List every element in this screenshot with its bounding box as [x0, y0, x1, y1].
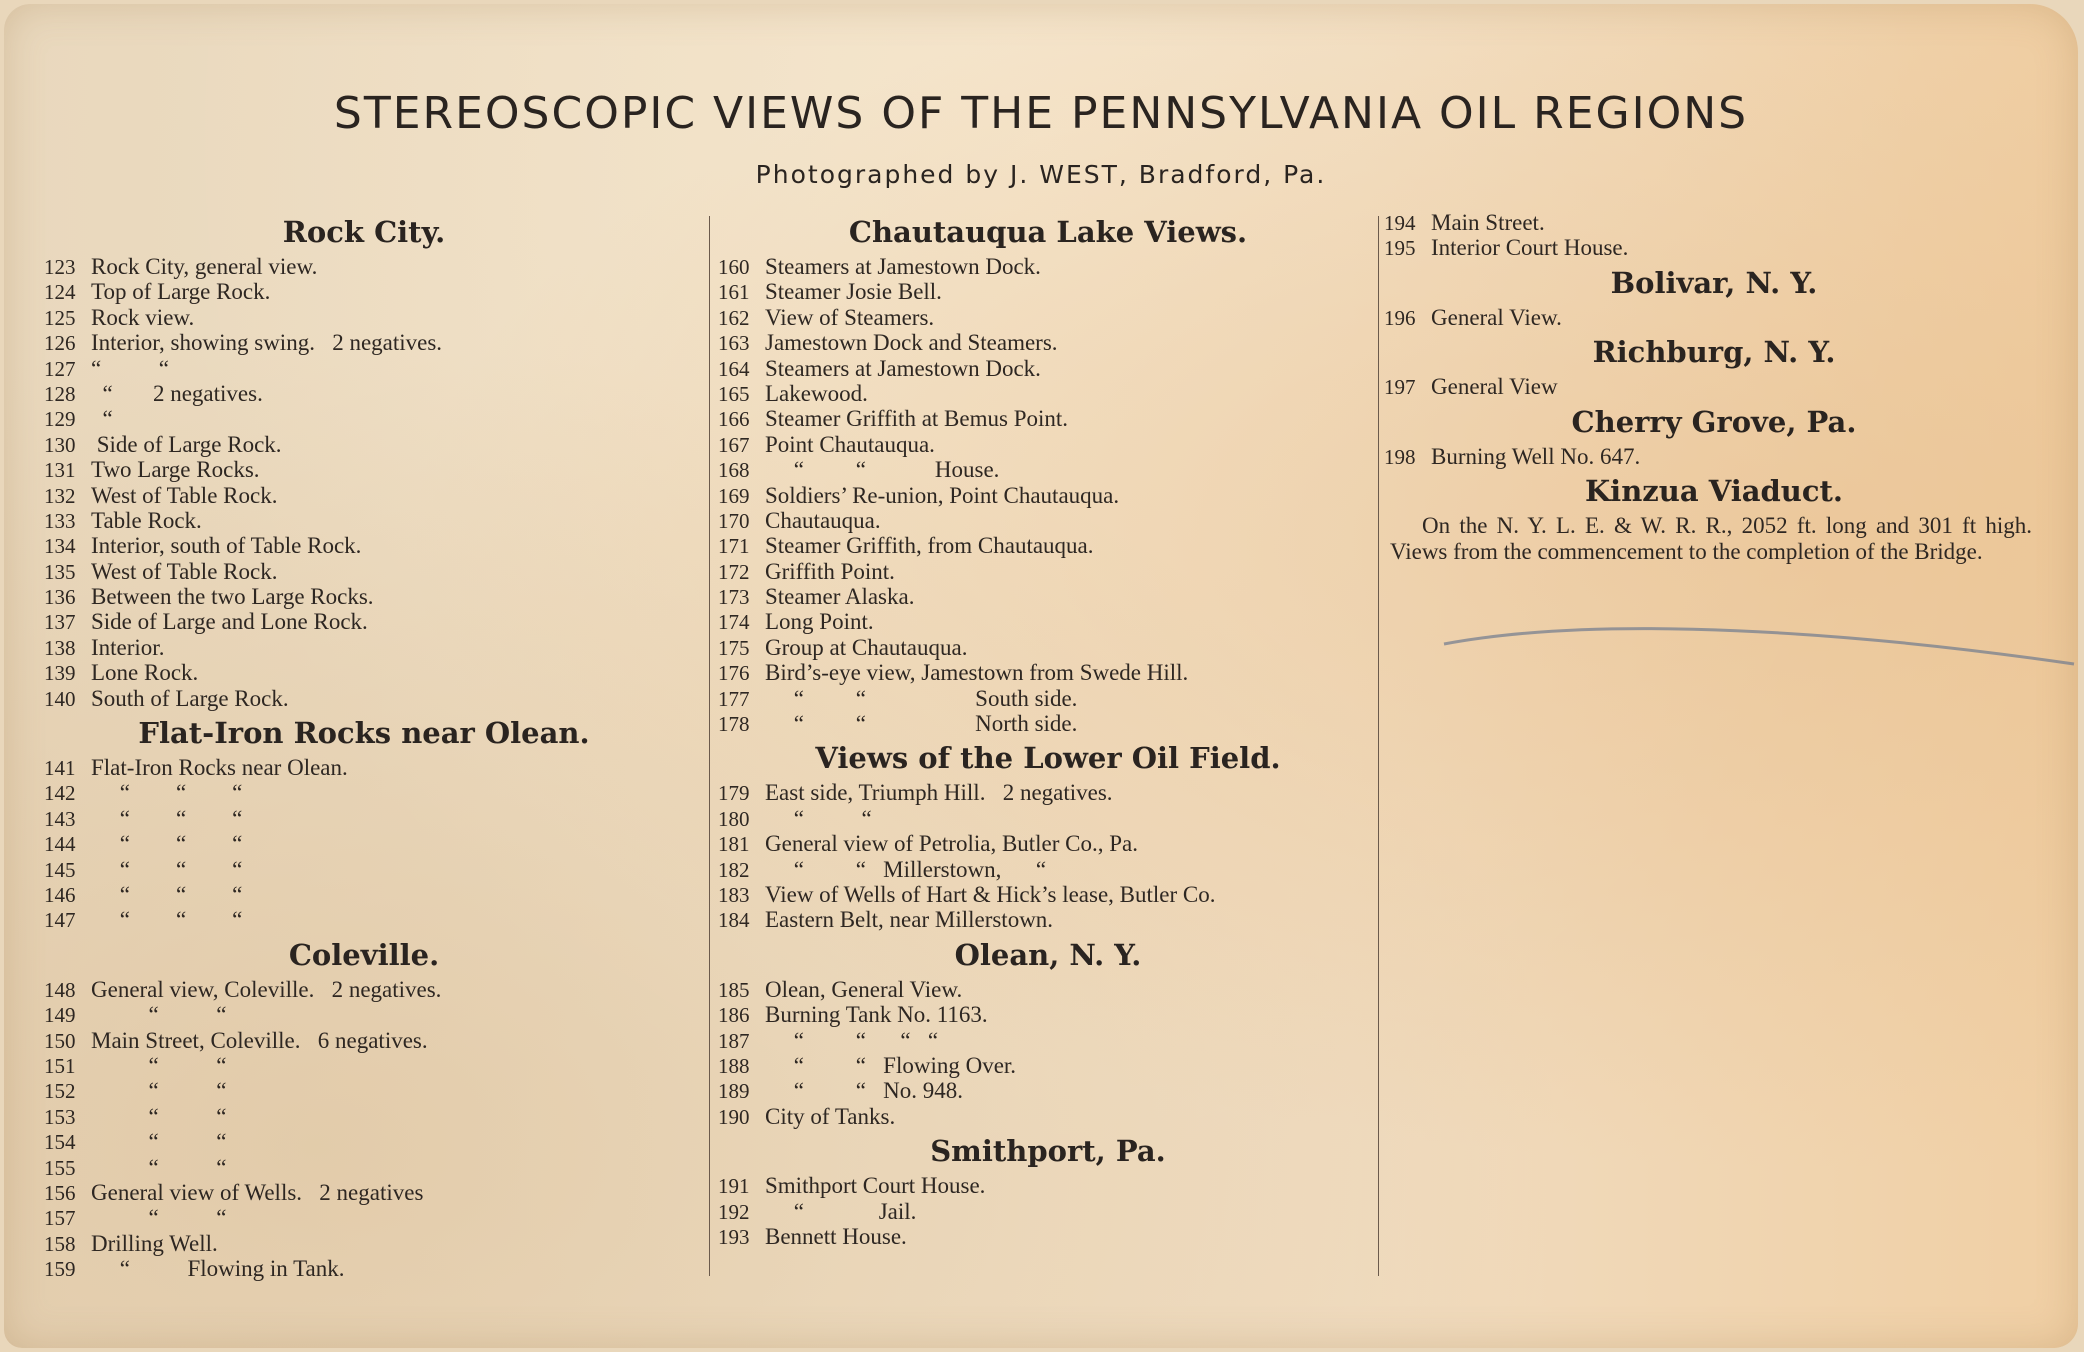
catalog-section [718, 933, 1378, 1129]
entry-number: 135 [44, 559, 76, 584]
catalog-entry [718, 806, 1378, 831]
entry-number: 129 [44, 407, 76, 432]
entry-title: Steamer Griffith, from Chautauqua. [765, 533, 1094, 559]
column-3 [1384, 210, 2044, 565]
column-divider-left [709, 216, 710, 1276]
entry-title: “ “ “ [91, 907, 243, 933]
entry-number: 161 [718, 280, 750, 305]
entry-title: Lakewood. [765, 380, 868, 406]
catalog-section [44, 933, 684, 1282]
catalog-entry [718, 1199, 1378, 1224]
entry-title: Side of Large Rock. [91, 431, 282, 457]
entry-title: Chautauqua. [765, 507, 881, 533]
catalog-entry [718, 882, 1378, 907]
catalog-entry [718, 1002, 1378, 1027]
catalog-entry [44, 755, 684, 780]
entry-title: “ “ “ [91, 780, 243, 806]
entry-title: “ “ [91, 1129, 227, 1155]
entry-title: Bennett House. [765, 1223, 907, 1249]
catalog-entry [44, 1104, 684, 1129]
entry-number: 165 [718, 381, 750, 406]
catalog-entry [718, 483, 1378, 508]
catalog-entry [44, 660, 684, 685]
entry-title: Group at Chautauqua. [765, 634, 968, 660]
catalog-entry [718, 1224, 1378, 1249]
entry-number: 145 [44, 857, 76, 882]
catalog-entry [44, 1231, 684, 1256]
entry-title: View of Steamers. [765, 304, 935, 330]
entry-title: “ “ “ “ [765, 1027, 939, 1053]
catalog-entry [718, 1078, 1378, 1103]
entry-number: 150 [44, 1028, 76, 1053]
entry-title: Lone Rock. [91, 660, 199, 686]
catalog-entry [1384, 235, 2044, 260]
catalog-entry [44, 356, 684, 381]
entry-title: “ “ No. 948. [765, 1078, 964, 1104]
section-heading: Views of the Lower Oil Field. [815, 741, 1281, 776]
entry-number: 175 [718, 635, 750, 660]
entry-number: 126 [44, 331, 76, 356]
catalog-entry [718, 1104, 1378, 1129]
catalog-entry [44, 1053, 684, 1078]
entry-number: 149 [44, 1003, 76, 1028]
entry-number: 178 [718, 712, 750, 737]
entry-number: 134 [44, 534, 76, 559]
entry-number: 132 [44, 483, 76, 508]
catalog-entry [44, 254, 684, 279]
entry-number: 153 [44, 1104, 76, 1129]
entry-number: 154 [44, 1130, 76, 1155]
entry-title: Steamer Josie Bell. [765, 279, 942, 305]
catalog-entry [44, 381, 684, 406]
catalog-entry [718, 305, 1378, 330]
entry-title: General view, Coleville. 2 negatives. [91, 976, 442, 1002]
page-subtitle: Photographed by J. WEST, Bradford, Pa. [755, 160, 1327, 189]
entry-title: “ “ “ [91, 856, 243, 882]
catalog-entry [1384, 210, 2044, 235]
section-heading: Richburg, N. Y. [1592, 335, 1836, 370]
entry-number: 156 [44, 1180, 76, 1205]
entry-number: 143 [44, 806, 76, 831]
catalog-entry [44, 1155, 684, 1180]
entry-title: Between the two Large Rocks. [91, 584, 374, 610]
entry-number: 159 [44, 1257, 76, 1282]
entry-number: 193 [718, 1224, 750, 1249]
entry-number: 127 [44, 356, 76, 381]
catalog-entry [718, 1028, 1378, 1053]
entry-number: 138 [44, 635, 76, 660]
entry-title: “ “ North side. [765, 711, 1078, 737]
section-paragraph: On the N. Y. L. E. & W. R. R., 2052 ft. long and 301 ft high. Views from the commencement to the completion of the Bridge. [1390, 512, 2032, 564]
catalog-section [718, 210, 1378, 736]
entry-title: View of Wells of Hart & Hick’s lease, Butler Co. [765, 881, 1216, 907]
entry-title: Olean, General View. [765, 976, 963, 1002]
entry-title: Smithport Court House. [765, 1173, 986, 1199]
entry-number: 170 [718, 508, 750, 533]
catalog-entry [718, 254, 1378, 279]
entry-title: Drilling Well. [91, 1230, 218, 1256]
entry-title: West of Table Rock. [91, 482, 278, 508]
entry-title: “ “ [91, 1103, 227, 1129]
entry-number: 191 [718, 1174, 750, 1199]
entry-number: 163 [718, 331, 750, 356]
catalog-entry [718, 584, 1378, 609]
entry-title: “ “ [91, 355, 169, 381]
entry-number: 141 [44, 756, 76, 781]
entry-title: “ “ [91, 1078, 227, 1104]
catalog-entry [718, 356, 1378, 381]
entry-title: Table Rock. [91, 507, 202, 533]
catalog-entry [1384, 374, 2044, 399]
entry-title: Steamers at Jamestown Dock. [765, 355, 1041, 381]
entry-number: 158 [44, 1231, 76, 1256]
entry-number: 180 [718, 806, 750, 831]
section-heading: Kinzua Viaduct. [1584, 473, 1844, 508]
catalog-entry [718, 457, 1378, 482]
entry-title: Burning Tank No. 1163. [765, 1002, 988, 1028]
entry-number: 166 [718, 407, 750, 432]
entry-number: 173 [718, 585, 750, 610]
entry-number: 174 [718, 610, 750, 635]
entry-title: “ “ [91, 1002, 227, 1028]
catalog-entry [44, 305, 684, 330]
catalog-entry [44, 1180, 684, 1205]
catalog-entry [44, 584, 684, 609]
catalog-entry [44, 457, 684, 482]
entry-number: 136 [44, 585, 76, 610]
catalog-entry [44, 559, 684, 584]
catalog-entry [718, 406, 1378, 431]
column-2 [718, 210, 1378, 1249]
entry-title: Two Large Rocks. [91, 457, 260, 483]
section-heading: Chautauqua Lake Views. [848, 215, 1248, 249]
catalog-entry [718, 686, 1378, 711]
entry-number: 167 [718, 432, 750, 457]
section-heading: Smithport, Pa. [930, 1134, 1166, 1169]
entry-title: “ “ Millerstown, “ [765, 856, 1047, 882]
entry-title: Flat-Iron Rocks near Olean. [91, 755, 348, 781]
entry-number: 155 [44, 1155, 76, 1180]
catalog-section [1384, 469, 2044, 565]
catalog-entry [44, 1129, 684, 1154]
entry-number: 186 [718, 1003, 750, 1028]
entry-title: “ Flowing in Tank. [91, 1256, 345, 1282]
entry-title: “ “ [91, 1205, 227, 1231]
catalog-entry [718, 330, 1378, 355]
catalog-entry [718, 1053, 1378, 1078]
catalog-entry [44, 432, 684, 457]
entry-title: “ [91, 406, 113, 432]
entry-number: 160 [718, 255, 750, 279]
entry-number: 198 [1384, 444, 1416, 469]
catalog-entry [718, 609, 1378, 634]
entry-number: 176 [718, 661, 750, 686]
entry-title: West of Table Rock. [91, 558, 278, 584]
entry-number: 194 [1384, 211, 1416, 235]
entry-number: 172 [718, 559, 750, 584]
entry-title: “ “ “ [91, 831, 243, 857]
section-heading: Flat-Iron Rocks near Olean. [138, 716, 590, 751]
entry-number: 152 [44, 1079, 76, 1104]
entry-number: 157 [44, 1206, 76, 1231]
catalog-entry [1384, 444, 2044, 469]
entry-title: Soldiers’ Re-union, Point Chautauqua. [765, 482, 1120, 508]
section-heading: Cherry Grove, Pa. [1571, 404, 1857, 439]
catalog-entry [44, 279, 684, 304]
entry-number: 190 [718, 1104, 750, 1129]
entry-title: General View [1431, 374, 1558, 400]
entry-title: “ “ [91, 1154, 227, 1180]
entry-number: 123 [44, 255, 76, 279]
entry-number: 196 [1384, 305, 1416, 330]
entry-number: 164 [718, 356, 750, 381]
entry-title: “ 2 negatives. [91, 380, 263, 406]
section-heading: Coleville. [288, 937, 440, 972]
entry-title: Interior, south of Table Rock. [91, 533, 362, 559]
catalog-entry [44, 533, 684, 558]
section-heading: Rock City. [282, 215, 446, 249]
entry-title: Interior Court House. [1431, 235, 1629, 261]
entry-number: 162 [718, 305, 750, 330]
entry-title: Steamers at Jamestown Dock. [765, 254, 1041, 279]
entry-number: 197 [1384, 375, 1416, 400]
entry-title: Interior. [91, 634, 165, 660]
catalog-entry [44, 831, 684, 856]
catalog-entry [44, 635, 684, 660]
catalog-entry [718, 279, 1378, 304]
entry-number: 142 [44, 781, 76, 806]
entry-title: Interior, showing swing. 2 negatives. [91, 330, 443, 356]
catalog-entry [718, 635, 1378, 660]
entry-number: 192 [718, 1199, 750, 1224]
entry-title: Griffith Point. [765, 558, 895, 584]
entry-title: “ “ [765, 805, 872, 831]
catalog-entry [718, 381, 1378, 406]
entry-number: 171 [718, 534, 750, 559]
entry-title: “ “ House. [765, 457, 1000, 483]
catalog-entry [44, 780, 684, 805]
entry-number: 189 [718, 1079, 750, 1104]
catalog-entry [718, 831, 1378, 856]
entry-title: Steamer Alaska. [765, 584, 915, 610]
entry-title: General view of Wells. 2 negatives [91, 1179, 424, 1205]
catalog-entry [44, 857, 684, 882]
entry-title: General view of Petrolia, Butler Co., Pa. [765, 831, 1139, 857]
entry-number: 151 [44, 1053, 76, 1078]
column-divider-right [1378, 216, 1379, 1276]
entry-number: 181 [718, 832, 750, 857]
entry-title: Main Street, Coleville. 6 negatives. [91, 1027, 428, 1053]
catalog-entry [718, 907, 1378, 932]
entry-number: 169 [718, 483, 750, 508]
entry-number: 179 [718, 781, 750, 806]
catalog-section [1384, 400, 2044, 469]
catalog-entry [718, 711, 1378, 736]
catalog-section [1384, 261, 2044, 330]
catalog-entry [44, 508, 684, 533]
entry-number: 168 [718, 458, 750, 483]
entry-title: Jamestown Dock and Steamers. [765, 330, 1058, 356]
catalog-entry [44, 977, 684, 1002]
entry-title: Rock City, general view. [91, 254, 318, 279]
catalog-entry [44, 907, 684, 932]
entry-title: “ “ “ [91, 805, 243, 831]
catalog-entry [718, 1173, 1378, 1198]
entry-number: 188 [718, 1053, 750, 1078]
entry-number: 130 [44, 432, 76, 457]
catalog-entry [44, 483, 684, 508]
entry-number: 146 [44, 882, 76, 907]
entry-title: “ “ Flowing Over. [765, 1052, 1017, 1078]
entry-title: Main Street. [1431, 210, 1545, 235]
entry-number: 124 [44, 280, 76, 305]
entry-title: Steamer Griffith at Bemus Point. [765, 406, 1069, 432]
entry-title: Bird’s-eye view, Jamestown from Swede Hill. [765, 660, 1189, 686]
catalog-entry [44, 330, 684, 355]
section-heading: Olean, N. Y. [954, 937, 1142, 972]
entry-number: 139 [44, 661, 76, 686]
entry-number: 187 [718, 1028, 750, 1053]
entry-title: City of Tanks. [765, 1103, 896, 1129]
catalog-entry [718, 660, 1378, 685]
catalog-entry [44, 1028, 684, 1053]
catalog-entry [1384, 305, 2044, 330]
entry-title: South of Large Rock. [91, 685, 289, 711]
catalog-entry [44, 686, 684, 711]
catalog-entry [44, 406, 684, 431]
catalog-entry [44, 1002, 684, 1027]
entry-number: 195 [1384, 236, 1416, 261]
entry-number: 177 [718, 686, 750, 711]
entry-title: “ “ [91, 1052, 227, 1078]
catalog-entry [44, 882, 684, 907]
entry-title: East side, Triumph Hill. 2 negatives. [765, 780, 1113, 806]
entry-title: Top of Large Rock. [91, 279, 271, 305]
entry-number: 184 [718, 908, 750, 933]
catalog-section [1384, 330, 2044, 399]
catalog-section [718, 736, 1378, 932]
catalog-section [44, 210, 684, 711]
catalog-section [44, 711, 684, 933]
entry-number: 133 [44, 508, 76, 533]
catalog-entry [44, 1256, 684, 1281]
entry-number: 144 [44, 832, 76, 857]
entry-title: Side of Large and Lone Rock. [91, 609, 368, 635]
entry-title: Eastern Belt, near Millerstown. [765, 907, 1054, 933]
catalog-entry [718, 533, 1378, 558]
stereoview-card-back [4, 4, 2078, 1348]
entry-title: Point Chautauqua. [765, 431, 935, 457]
catalog-entry [718, 857, 1378, 882]
catalog-entry [718, 780, 1378, 805]
entry-title: “ “ “ [91, 881, 243, 907]
entry-number: 182 [718, 857, 750, 882]
entry-number: 137 [44, 610, 76, 635]
column-1 [44, 210, 684, 1281]
entry-number: 183 [718, 882, 750, 907]
catalog-entry [44, 1205, 684, 1230]
entry-number: 147 [44, 908, 76, 933]
entry-title: Rock view. [91, 304, 195, 330]
entry-number: 125 [44, 305, 76, 330]
entry-number: 131 [44, 458, 76, 483]
catalog-entry [718, 432, 1378, 457]
section-heading: Bolivar, N. Y. [1610, 265, 1818, 300]
entry-title: Burning Well No. 647. [1431, 443, 1641, 469]
catalog-entry [44, 609, 684, 634]
catalog-section [1384, 210, 2044, 261]
catalog-entry [718, 559, 1378, 584]
catalog-entry [44, 1078, 684, 1103]
entry-number: 148 [44, 977, 76, 1002]
entry-number: 185 [718, 977, 750, 1002]
catalog-entry [44, 806, 684, 831]
entry-title: Long Point. [765, 609, 874, 635]
page-title: STEREOSCOPIC VIEWS OF THE PENNSYLVANIA OIL REGIONS [333, 88, 1749, 139]
catalog-entry [718, 977, 1378, 1002]
catalog-section [718, 1129, 1378, 1249]
entry-title: “ Jail. [765, 1198, 917, 1224]
entry-title: General View. [1431, 304, 1562, 330]
catalog-entry [718, 508, 1378, 533]
entry-number: 128 [44, 381, 76, 406]
entry-title: “ “ South side. [765, 685, 1078, 711]
entry-number: 140 [44, 686, 76, 711]
